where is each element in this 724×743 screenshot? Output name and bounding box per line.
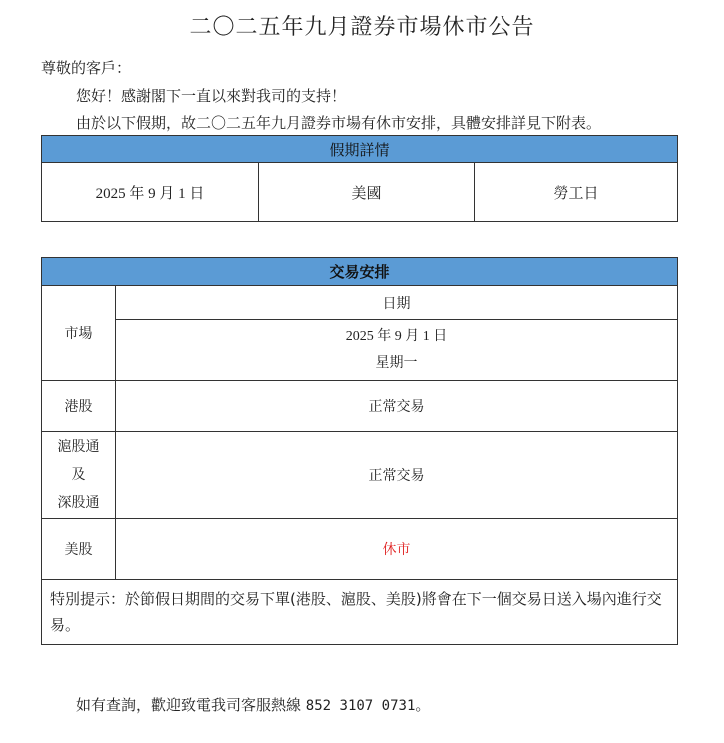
holiday-country: 美國 [259,163,475,222]
contact-footer [76,695,430,716]
holiday-details-table [41,135,678,222]
market-name-line: 深股通 [57,495,100,511]
trading-date-cell [116,320,678,381]
page-title: 二〇二五年九月證券市場休市公告 [189,15,535,40]
trading-weekday: 星期一 [375,355,418,371]
market-column-label: 市場 [42,286,116,381]
table-row [42,519,678,580]
market-name: 美股 [42,519,116,580]
salutation: 尊敬的客戶： [41,59,132,77]
holiday-table-header: 假期詳情 [42,136,678,163]
holiday-date: 2025 年 9 月 1 日 [42,163,259,222]
date-column-label: 日期 [116,286,678,320]
special-note: 特別提示：於節假日期間的交易下單(港股、滬股、美股)將會在下一個交易日送入場內進行交易。 [42,580,678,645]
intro-text: 由於以下假期，故二〇二五年九月證券市場有休市安排，具體安排詳見下附表。 [76,114,602,132]
greeting-text: 您好！感謝閣下一直以來對我司的支持！ [76,87,347,105]
market-name-line: 及 [71,467,86,483]
market-status: 正常交易 [116,432,678,519]
contact-text: 如有查詢，歡迎致電我司客服熱線 [76,696,302,714]
holiday-name: 勞工日 [475,163,678,222]
table-row [42,432,678,519]
market-status: 正常交易 [116,381,678,432]
footer-period: 。 [415,696,431,714]
market-name: 港股 [42,381,116,432]
trading-arrangement-table [41,257,678,645]
trading-table-header: 交易安排 [42,258,678,286]
market-status-closed: 休市 [116,519,678,580]
market-name [42,432,116,519]
hotline-number: 852 3107 0731 [305,698,416,714]
market-name-line: 滬股通 [57,439,100,455]
table-row [42,381,678,432]
trading-date: 2025 年 9 月 1 日 [345,329,448,344]
